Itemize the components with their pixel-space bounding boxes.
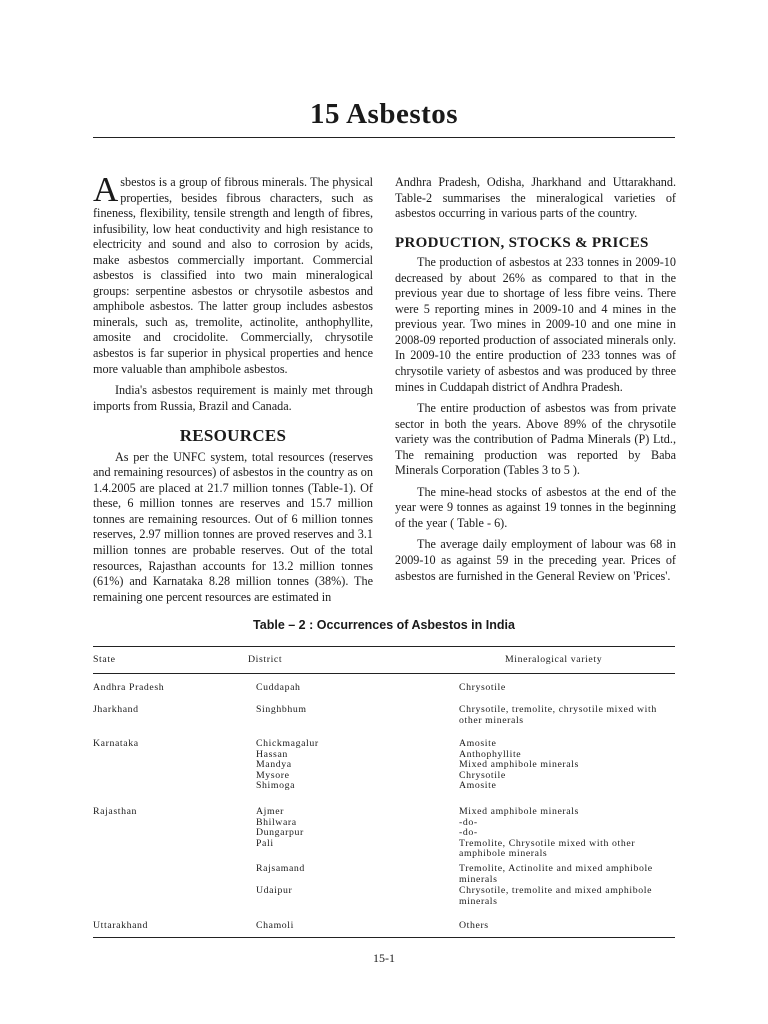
resources-paragraph-continued: Andhra Pradesh, Odisha, Jharkhand and Uttarakhand. Table-2 summarises the mineralogical varieties of asbestos occurring in various parts of the country. xyxy=(395,175,676,221)
left-column xyxy=(93,170,373,611)
table-cell-variety: Chrysotile xyxy=(459,682,506,693)
table-cell-variety: Tremolite, Actinolite and mixed amphibole minerals xyxy=(459,863,653,885)
production-heading: PRODUCTION, STOCKS & PRICES xyxy=(395,234,649,251)
production-paragraph-3: The mine-head stocks of asbestos at the end of the year were 9 tonnes as against 19 tonnes in the beginning of the year ( Table - 6). xyxy=(395,484,676,530)
intro-paragraph-1 xyxy=(93,170,373,377)
right-column xyxy=(395,175,676,590)
drop-cap: A xyxy=(93,170,119,209)
table-cell-district: Chickmagalur Hassan Mandya Mysore Shimoga xyxy=(256,738,319,792)
table-top-rule xyxy=(93,646,675,647)
table-cell-variety: Amosite Anthophyllite Mixed amphibole minerals Chrysotile Amosite xyxy=(459,738,579,792)
table-header-variety: Mineralogical variety xyxy=(505,654,603,665)
table-bottom-rule xyxy=(93,937,675,938)
page-title: 15 Asbestos xyxy=(309,98,459,130)
table-cell-state: Karnataka xyxy=(93,738,139,749)
production-paragraph-2: The entire production of asbestos was from private sector in both the years. Above 89% of the chrysotile variety was the contribution of Padma Minerals (P) Ltd., The remaining production was reported by Baba Minerals Corporation (Tables 3 to 5 ). xyxy=(395,401,676,478)
table-cell-variety: Mixed amphibole minerals -do- -do- Tremolite, Chrysotile mixed with other amphibole minerals xyxy=(459,806,636,860)
production-paragraph-4: The average daily employment of labour was 68 in 2009-10 as against 59 in the preceding year. Prices of asbestos are furnished in the General Review on 'Prices'. xyxy=(395,537,676,583)
intro-paragraph-2: India's asbestos requirement is mainly met through imports from Russia, Brazil and Canada. xyxy=(93,383,373,413)
table-header-rule xyxy=(93,673,675,674)
table-header-district: District xyxy=(248,654,283,665)
table-cell-state: Uttarakhand xyxy=(93,920,149,931)
table-cell-variety: Chrysotile, tremolite, chrysotile mixed with other minerals xyxy=(459,704,657,726)
table-cell-district: Ajmer Bhilwara Dungarpur Pali xyxy=(256,806,304,849)
resources-paragraph-1: As per the UNFC system, total resources (reserves and remaining resources) of asbestos in the country as on 1.4.2005 are placed at 21.7 million tonnes (Table-1). Of these, 6 million tonnes are reserves and 15.7 million tonnes are remaining resources. Out of 6 million tonnes reserves, 2.97 million tonnes are proved reserves and 3.1 million tonnes are probable reserves. Out of the total resources, Rajasthan accounts for 13.2 million tonnes (61%) and Karnataka 8.28 million tonnes (38%). The remaining one percent resources are estimated in xyxy=(93,449,373,604)
intro-paragraph-1-text: sbestos is a group of fibrous minerals. The physical properties, besides fibrous characters, such as fineness, flexibility, tensile strength and length of fibres, infusibility, low heat conductivity and high resistance to electricity and sound and also to corrosion by acids, make asbestos commercially important. Commercial asbestos is classified into two main mineralogical groups: serpentine asbestos or chrysotile asbestos and amphibole asbestos. The latter group includes asbestos minerals, such as, tremolite, actinolite, anthophyllite, amosite and crocidolite. Commercially, chrysotile asbestos is far superior in physical properties and hence more valuable than amphibole asbestos. xyxy=(93,175,373,376)
resources-heading: RESOURCES xyxy=(179,426,287,446)
table-cell-variety: Chrysotile, tremolite and mixed amphibole minerals xyxy=(459,885,653,907)
table-cell-district: Udaipur xyxy=(256,885,293,896)
table-cell-variety: Others xyxy=(459,920,489,931)
table-cell-state: Andhra Pradesh xyxy=(93,682,165,693)
table-cell-district: Chamoli xyxy=(256,920,294,931)
table-cell-district: Singhbhum xyxy=(256,704,307,715)
table-cell-state: Jharkhand xyxy=(93,704,139,715)
table-caption: Table – 2 : Occurrences of Asbestos in India xyxy=(253,618,515,632)
table-header-state: State xyxy=(93,654,116,665)
title-rule xyxy=(93,137,675,138)
table-cell-district: Cuddapah xyxy=(256,682,301,693)
table-cell-district: Rajsamand xyxy=(256,863,305,874)
table-cell-state: Rajasthan xyxy=(93,806,138,817)
page-number: 15-1 xyxy=(373,951,395,965)
production-paragraph-1: The production of asbestos at 233 tonnes in 2009-10 decreased by about 26% as compared to that in the previous year due to shortage of less fibre veins. There were 5 reporting mines in 2009-10 and 4 mines in the previous year. Two mines in 2009-10 and one mine in 2008-09 reported production of associated minerals only. In 2009-10 the entire production of 233 tonnes was of chrysotile variety of asbestos and was produced by three mines in Cuddapah district of Andhra Pradesh. xyxy=(395,255,676,394)
